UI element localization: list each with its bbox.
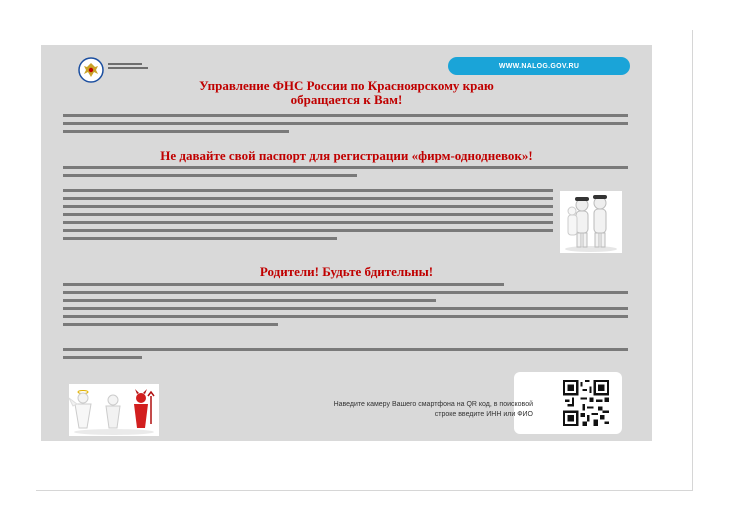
passport-paragraph-2	[63, 189, 553, 245]
parents-paragraph-1	[63, 283, 628, 307]
flyer	[41, 45, 652, 441]
qr-instruction-text: Наведите камеру Вашего смартфона на QR код, в поисковой строке введите ИНН или ФИО	[333, 401, 533, 418]
angel-devil-figures-image	[69, 384, 159, 436]
passport-paragraph-1	[63, 166, 628, 182]
qr-code-icon[interactable]	[563, 380, 609, 426]
parents-paragraph-3	[63, 348, 628, 364]
parents-paragraph-2	[63, 307, 628, 331]
police-figures-image	[560, 191, 622, 253]
site-url-link[interactable]: WWW.NALOG.GOV.RU	[448, 57, 630, 75]
passport-section-heading: Не давайте свой паспорт для регистрации «фирм-однодневок»!	[160, 148, 533, 163]
flyer-title-line2: обращается к Вам!	[290, 92, 403, 107]
flyer-title-line1: Управление ФНС России по Красноярскому краю	[199, 78, 494, 93]
angel-devil-figures-icon	[69, 384, 159, 436]
logo-text	[108, 63, 148, 71]
intro-paragraph	[63, 114, 628, 138]
parents-section-heading: Родители! Будьте бдительны!	[259, 264, 434, 279]
police-figures-icon	[560, 191, 622, 253]
